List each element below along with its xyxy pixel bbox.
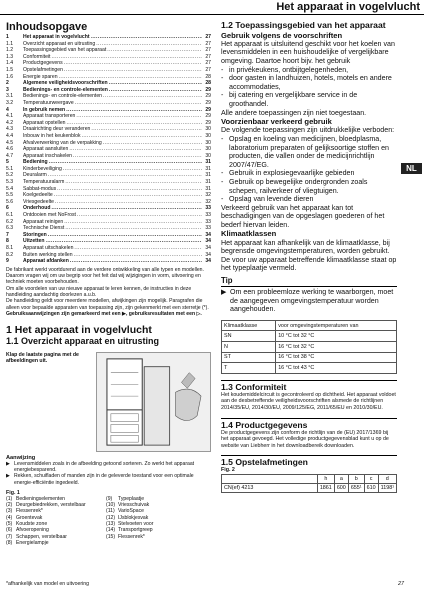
toc-label: In gebruik nemen (23, 106, 66, 113)
legend-number (106, 540, 118, 546)
toc-leader (109, 80, 202, 87)
toc-page: 27 (205, 53, 211, 60)
toc-number: 5.1 (6, 165, 14, 172)
toc-label: Storingen (23, 231, 47, 238)
toc-page: 31 (205, 159, 211, 166)
legend-label: Transportgreep (118, 527, 153, 534)
toc-label: Draairichting deur veranderen (23, 126, 91, 133)
paragraph: Het koudemiddelcircuit is gecontroleerd op dichtheid. Het apparaat voldoet aan de desbetreffende veiligheidsvoorschriften alsmede de richtlijnen 2014/35/EU, 2014/30/EU, 2009/125/EG, 2011/65/EU en 2010/30/EU. (221, 391, 396, 411)
note-title: Aanwijzing (6, 454, 36, 461)
toc-leader (63, 166, 202, 173)
toc-entry[interactable] (6, 100, 211, 107)
toc-entry[interactable] (6, 232, 211, 239)
toc-page: 29 (205, 99, 211, 106)
arrow-right-icon: ▶ (6, 460, 10, 467)
toc-entry[interactable] (6, 113, 211, 120)
toc-leader (48, 172, 202, 179)
toc-page: 28 (205, 80, 211, 87)
toc-page: 32 (205, 198, 211, 205)
bullet-item: - Opslag en koeling van medicijnen, bloedplasma, laboratorium preparaten of gelijksoortige stoffen en producten, die vallen onder de medicijnrichtlijn 2007/47/EG. (221, 135, 397, 169)
toc-entry[interactable] (6, 74, 211, 81)
toc-leader (65, 225, 202, 232)
language-tab: NL (401, 163, 422, 174)
table-cell: 600 (334, 483, 348, 492)
bullet-text: door gasten in landhuizen, hotels, motels en andere accommodaties, (229, 74, 392, 91)
toc-leader (69, 146, 202, 153)
legend-number: (2) (6, 502, 13, 509)
table-cell: SN (222, 331, 276, 342)
legend-label: Bedieningselementen (16, 495, 65, 502)
toc-number: 4.3 (6, 126, 14, 133)
figure-2-label: Fig. 2 (221, 467, 235, 474)
legend-label: Afvoeropening (16, 527, 49, 534)
toc-label: Uitzetten (23, 238, 45, 245)
legend-number: (12) (106, 514, 116, 521)
subheading-climate-classes: Klimaatklassen (221, 229, 277, 239)
toc-entry[interactable] (6, 179, 211, 186)
toc-leader (59, 74, 202, 81)
note-text: Levensmiddelen zoals in de afbeelding getoond sorteren. Zo werkt het apparaat energiebesparend. (14, 460, 195, 473)
table-header (222, 474, 318, 483)
toc-page: 34 (205, 258, 211, 265)
legend-label: Flessenrek* (16, 508, 43, 515)
toc-label: Conformiteit (23, 53, 51, 60)
toc-entry[interactable] (6, 67, 211, 74)
toc-label: Onderhoud (23, 205, 51, 212)
bullet-text: Opslag en koeling van medicijnen, bloedplasma, laboratorium preparaten of gelijksoortige stoffen en producten, die vallen onder de medicijnrichtlijn 2007/47/EG. (229, 134, 389, 169)
toc-label: Inbouw in het keukenblok (23, 132, 81, 139)
bullet-text: Gebruik op bewegelijke ondergronden zoals schepen, railverkeer of vliegtuigen. (229, 177, 368, 195)
toc-page: 30 (205, 146, 211, 153)
paragraph: De volgende toepassingen zijn uitdrukkelijke verboden: (221, 126, 395, 135)
table-cell: 1861 (317, 483, 334, 492)
table-row (222, 331, 397, 342)
toc-leader (82, 133, 203, 140)
toc-entry[interactable] (6, 159, 211, 166)
toc-leader (54, 192, 202, 199)
bullet-item: - door gasten in landhuizen, hotels, motels en andere accommodaties, (221, 74, 397, 91)
toc-entry[interactable] (6, 140, 211, 147)
toc-page: 32 (205, 192, 211, 199)
toc-leader (55, 199, 202, 206)
tip-text: Om een probleemloze werking te waarborgen, moet de aangegeven omgevingstemperatuur worden aangehouden. (230, 288, 394, 314)
toc-leader (64, 67, 202, 74)
toc-number: 4.7 (6, 152, 14, 159)
tip-item (221, 288, 397, 314)
toc-leader (107, 47, 202, 54)
toc-label: Apparaat afdanken (23, 258, 69, 265)
toc-number: 4.4 (6, 132, 14, 139)
toc-entry[interactable] (6, 153, 211, 160)
legend-number: (14) (106, 527, 116, 534)
page-header (0, 0, 424, 15)
legend-label: VarioSpace (118, 508, 144, 515)
toc-label: Apparaat transporteren (23, 113, 76, 120)
legend-label: Flessenrek* (118, 533, 145, 540)
toc-entry[interactable] (6, 192, 211, 199)
paragraph: Verkeerd gebruik van het apparaat kan tot beschadigingen van de opgeslagen goederen of het bederf hiervan leiden. (221, 203, 385, 229)
table-cell: 16 °C tot 38 °C (276, 352, 397, 363)
figure-area (6, 352, 211, 452)
toc-leader (66, 107, 202, 114)
toc-number: 1.6 (6, 73, 14, 80)
toc-page: 31 (205, 185, 211, 192)
toc-page: 31 (205, 179, 211, 186)
toc-number: 1.2 (6, 47, 14, 54)
legend-number: (3) (6, 508, 13, 515)
toc-page: 28 (205, 73, 211, 80)
section-1-1-title: 1.1 Overzicht apparaat en uitrusting (6, 336, 160, 347)
toc-page: 31 (205, 165, 211, 172)
table-cell: N (222, 342, 276, 353)
arrow-right-icon: ▶ (221, 288, 227, 297)
toc-label: Technische Dienst (23, 225, 65, 232)
toc-leader (66, 120, 202, 127)
paragraph: Alle andere toepassingen zijn niet toegestaan. (221, 108, 367, 117)
toc-page: 30 (205, 126, 211, 133)
toc-page: 31 (205, 172, 211, 179)
legend-number: (1) (6, 495, 13, 502)
legend-label: IJsblokjesvak (118, 514, 149, 521)
toc-number: 6.3 (6, 225, 14, 232)
legend-number: (8) (6, 539, 13, 546)
toc-number: 4.5 (6, 139, 14, 146)
toc-number: 6.1 (6, 212, 14, 219)
bullet-text: bij catering en vergelijkbare service in de groothandel. (229, 91, 358, 108)
toc-entry[interactable] (6, 80, 211, 87)
tip-title: Tip (221, 276, 397, 287)
legend-number: (6) (6, 527, 13, 534)
table-header: a (334, 474, 348, 483)
section-1-4-title: 1.4 Productgegevens (221, 418, 397, 430)
toc-entry[interactable] (6, 245, 211, 252)
toc-page: 27 (205, 34, 211, 40)
legend-label: Stelvoeten voor (118, 521, 154, 528)
toc-label: Apparaat opstellen (23, 119, 66, 126)
toc-number: 5 (6, 159, 9, 166)
toc-entry[interactable] (6, 47, 211, 54)
toc-page: 34 (205, 245, 211, 251)
toc-page: 34 (205, 231, 211, 238)
toc-number: 5.6 (6, 198, 14, 205)
section-1-3-title: 1.3 Conformiteit (221, 380, 397, 392)
toc-page: 27 (205, 66, 211, 73)
toc-entry[interactable] (6, 60, 211, 67)
toc-entry[interactable] (6, 219, 211, 226)
toc-label: Temperatuuralarm (23, 179, 65, 186)
toc-leader (57, 186, 202, 193)
toc-number: 3.1 (6, 93, 14, 100)
toc-label: Algemene veiligheidsvoorschriften (23, 80, 108, 87)
arrow-right-icon: ▶ (6, 473, 10, 480)
toc-entry[interactable] (6, 93, 211, 100)
legend-label: Energielampje (16, 539, 49, 546)
toc-label: Apparaat uitschakelen (23, 245, 74, 251)
toc-leader (73, 153, 202, 160)
toc-entry[interactable] (6, 120, 211, 127)
toc-label: Bedienings- en controle-elementen (23, 86, 108, 93)
toc-label: Het apparaat in vogelvlucht (23, 34, 90, 40)
legend-number: (13) (106, 521, 116, 528)
page-number: 27 (398, 581, 404, 587)
left-column (6, 21, 211, 546)
toc-number: 1.4 (6, 60, 14, 67)
toc-page: 27 (205, 60, 211, 67)
subheading-misuse: Voorzienbaar verkeerd gebruik (221, 117, 332, 127)
legend-label: Vriesschuivak (118, 502, 150, 509)
dimensions-table (221, 474, 397, 493)
table-cell: 1198¹ (378, 483, 396, 492)
toc-leader (46, 238, 202, 245)
toc-leader (70, 258, 202, 265)
toc-label: Opstelafmetingen (23, 66, 63, 73)
table-cell: T (222, 363, 276, 374)
toc-number: 4 (6, 106, 9, 113)
toc-number: 8.2 (6, 251, 14, 258)
legend-label (118, 540, 198, 546)
toc-page: 30 (205, 152, 211, 159)
toc-number: 8 (6, 238, 9, 245)
toc-entry[interactable] (6, 205, 211, 212)
toc-page: 33 (205, 218, 211, 225)
intro-text (6, 267, 211, 317)
bullet-item: - Gebruik in explosiegevaarlijke gebieden (221, 169, 355, 178)
paragraph: De productgegevens zijn conform de richtlijn van de (EU) 2017/1369 bij het apparaat gevoegd. Het volledige productgegevensblad kunt u op de website van Liebherr in het downloadbereik downloaden. (221, 429, 389, 449)
legend-number: (5) (6, 521, 13, 528)
toc-page: 30 (205, 139, 211, 146)
climate-class-table (221, 320, 397, 374)
toc-leader (65, 179, 202, 186)
section-1-title: 1 Het apparaat in vogelvlucht (6, 324, 152, 337)
table-header: voor omgevingstemperaturen van (276, 320, 397, 331)
toc-number: 5.3 (6, 179, 14, 186)
table-cell: 16 °C tot 32 °C (276, 342, 397, 353)
toc-entry[interactable] (6, 172, 211, 179)
toc-title: Inhoudsopgave (6, 21, 88, 33)
toc-number: 5.2 (6, 172, 14, 179)
note-item (6, 473, 211, 486)
toc-leader (91, 126, 202, 133)
legend-number: (11) (106, 508, 115, 515)
table-cell: 16 °C tot 43 °C (276, 363, 397, 374)
toc-entry[interactable] (6, 252, 211, 259)
toc-leader (64, 219, 202, 226)
header-title: Het apparaat in vogelvlucht (276, 1, 420, 13)
legend-number: (10) (106, 502, 116, 509)
toc-entry[interactable] (6, 126, 211, 133)
toc-leader (48, 232, 202, 239)
toc-leader (77, 212, 202, 219)
legend-label: Schappen, verstelbaar (16, 533, 67, 540)
footer-note: *afhankelijk van model en uitvoering (6, 581, 90, 587)
paragraph: Het apparaat kan afhankelijk van de klimaatklasse, bij begrensde omgevingstemperaturen, worden gebruikt. De voor uw apparaat betreffende klimaatklasse staat op het typeplaatje vermeld. (221, 238, 397, 273)
toc-leader (74, 252, 202, 259)
table-cell: 10 °C tot 32 °C (276, 331, 397, 342)
toc-leader (103, 140, 202, 147)
toc-number: 2 (6, 80, 9, 87)
legend-number: (9) (106, 495, 113, 502)
legend-label: Deurgebiedrekken, verstelbaar (16, 502, 86, 509)
toc-leader (103, 93, 202, 100)
paragraph: Het apparaat is uitsluitend geschikt voor het koelen van levensmiddelen in een huishoudelijke of vergelijkbare omgeving. Daartoe hoort bijv. het gebruik (221, 39, 395, 65)
toc-leader (74, 245, 202, 252)
table-header: b (348, 474, 364, 483)
intro-paragraph: De fabrikant werkt voortdurend aan de verdere ontwikkeling van alle typen en modellen. Daarom vragen wij om uw begrip voor het feit dat wij wijzigingen in vorm, uitvoering en techniek moeten voorbehouden. (6, 266, 204, 286)
toc-label: Buiten werking stellen (23, 251, 73, 258)
toc-page: 27 (205, 40, 211, 47)
toc-label: Ontdooien met NoFrost (23, 212, 76, 219)
toc-leader (76, 113, 202, 120)
toc-label: Vriesgedeelte (23, 198, 54, 205)
toc-label: Overzicht apparaat en uitrusting (23, 40, 96, 47)
table-cell: 655¹ (348, 483, 364, 492)
toc-leader (49, 159, 202, 166)
table-header: Klimaatklasse (222, 320, 276, 331)
toc-page: 33 (205, 212, 211, 219)
bullet-text: Gebruik in explosiegevaarlijke gebieden (229, 169, 355, 178)
bullet-text: Opslag van levende dieren (229, 195, 314, 204)
toc-leader (91, 34, 202, 41)
table-row (222, 352, 397, 363)
table-row (222, 483, 397, 492)
toc-entry[interactable] (6, 238, 211, 245)
toc-label: Temperatuurweergave (23, 99, 74, 106)
toc-label: Toepassingsgebied van het apparaat (23, 47, 107, 54)
toc-page: 29 (205, 106, 211, 113)
toc-page: 27 (205, 47, 211, 54)
toc-leader (109, 87, 202, 94)
toc-page: 29 (205, 93, 211, 100)
toc-number: 5.5 (6, 192, 14, 199)
table-header: d (378, 474, 396, 483)
toc-entry[interactable] (6, 54, 211, 61)
toc-page: 34 (205, 238, 211, 245)
toc-number: 5.4 (6, 185, 14, 192)
toc-entry[interactable] (6, 212, 211, 219)
table-row (222, 342, 397, 353)
intro-paragraph: Om alle voordelen van uw nieuwe apparaat te leren kennen, de instructies in deze handleiding aandachtig doorlezen a.u.b. (6, 285, 192, 298)
toc-number: 1.5 (6, 66, 14, 73)
toc-label: Koelgedeelte (23, 192, 53, 199)
toc-number: 4.2 (6, 119, 14, 126)
appliance-illustration (96, 352, 211, 452)
toc-label: Apparaat reinigen (23, 218, 64, 225)
table-header: c (364, 474, 378, 483)
toc-entry[interactable] (6, 258, 211, 265)
toc-number: 4.1 (6, 113, 14, 120)
figure-1-label: Fig. 1 (6, 489, 20, 496)
toc-leader (96, 41, 202, 48)
table-cell: 610 (364, 483, 378, 492)
toc-number: 7 (6, 231, 9, 238)
toc-label: Productgegevens (23, 60, 63, 67)
toc-number: 4.6 (6, 146, 14, 153)
toc-entry[interactable] (6, 225, 211, 232)
table-cell: ST (222, 352, 276, 363)
toc-page: 33 (205, 205, 211, 212)
toc-label: Energie sparen (23, 73, 58, 80)
toc-label: Deuralarm (23, 172, 47, 179)
table-row (222, 363, 397, 374)
legend-label: Koudste zone (16, 521, 48, 528)
toc-number: 3.2 (6, 99, 14, 106)
toc-label: Apparaat aansluiten (23, 146, 69, 153)
legend-number: (4) (6, 514, 13, 521)
bullet-text: in privékeukens, ontbijtgelegenheden, (229, 65, 349, 74)
toc-entry[interactable] (6, 41, 211, 48)
toc-number: 6.2 (6, 218, 14, 225)
toc-page: 34 (205, 251, 211, 258)
toc-page: 30 (205, 132, 211, 139)
toc-label: Afvalverwerking van de verpakking (23, 139, 102, 146)
bullet-item: - in privékeukens, ontbijtgelegenheden, (221, 65, 349, 74)
toc-entry[interactable] (6, 186, 211, 193)
legend-label: Typeplaatje (118, 495, 145, 502)
toc-number: 9 (6, 258, 9, 265)
legend-number: (15) (106, 533, 116, 540)
toc-entry[interactable] (6, 87, 211, 94)
toc-entry[interactable] (6, 133, 211, 140)
section-1-2-title: 1.2 Toepassingsgebied van het apparaat (221, 20, 386, 30)
toc-entry[interactable] (6, 166, 211, 173)
toc-entry[interactable] (6, 107, 211, 114)
figure-note: Klap de laatste pagina met de afbeeldingen uit. (6, 351, 79, 365)
bullet-item: - Opslag van levende dieren (221, 195, 314, 204)
toc-page: 29 (205, 119, 211, 126)
subheading-intended-use: Gebruik volgens de voorschriften (221, 30, 343, 40)
intro-paragraph: De handleiding geldt voor meerdere modellen, afwijkingen zijn mogelijk. Paragrafen die alleen voor bepaalde apparaten van toepassing zijn, zijn gekenmerkt met een sterretje (*). (6, 298, 209, 311)
toc-label: Bediening (23, 159, 48, 166)
bullet-item: - bij catering en vergelijkbare service in de groothandel. (221, 91, 397, 108)
toc-number: 6 (6, 205, 9, 212)
toc-leader (64, 60, 202, 67)
toc-label: Bedienings- en controle-elementen (23, 93, 103, 100)
note-item (6, 461, 211, 474)
section-1-5-title: 1.5 Opstelafmetingen (221, 455, 397, 467)
right-column (221, 21, 397, 493)
toc-number: 1.1 (6, 40, 14, 47)
toc-page: 29 (205, 86, 211, 93)
legend-label: Groentevak (16, 514, 43, 521)
note-text: Rekken, schuifladen of manden zijn in de geleverde toestand voor een optimale energie-efficiëntie ingedeeld. (14, 473, 194, 486)
table-cell: CN(ef) 4213 (222, 483, 318, 492)
toc-page: 29 (205, 113, 211, 120)
toc-leader (51, 205, 202, 212)
intro-paragraph-bold: Gebruiksaanwijzingen zijn gemarkeerd met een ▶, gebruiksresultaten met een ▷. (6, 310, 202, 317)
toc-leader (75, 100, 202, 107)
toc-leader (51, 54, 202, 61)
figure-legend (6, 496, 211, 546)
toc-number: 1.3 (6, 53, 14, 60)
toc-list (6, 34, 211, 265)
toc-label: Apparaat inschakelen (23, 152, 72, 159)
toc-entry[interactable] (6, 146, 211, 153)
toc-number: 1 (6, 34, 9, 40)
bullet-item: - Gebruik op bewegelijke ondergronden zoals schepen, railverkeer of vliegtuigen. (221, 178, 397, 195)
toc-label: Kinderbeveiliging (23, 165, 62, 172)
toc-entry[interactable] (6, 34, 211, 41)
table-header: h (317, 474, 334, 483)
toc-page: 33 (205, 225, 211, 232)
toc-number: 8.1 (6, 245, 14, 251)
toc-entry[interactable] (6, 199, 211, 206)
toc-number: 3 (6, 86, 9, 93)
legend-number: (7) (6, 533, 13, 540)
toc-label: Sabbat-modus (23, 185, 57, 192)
